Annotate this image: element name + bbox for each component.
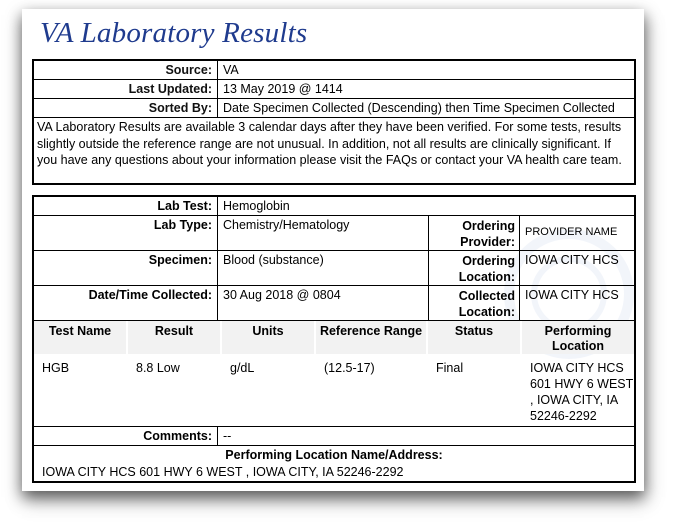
performing-location-header: Performing Location Name/Address:	[225, 448, 443, 462]
specimen-row	[34, 251, 634, 286]
lab-type-row	[34, 216, 634, 251]
ordering-provider-label: Ordering Provider:	[429, 216, 520, 250]
col-performing-location: Performing Location	[522, 321, 634, 354]
source-value: VA	[223, 63, 239, 77]
ordering-location-label: Ordering Location:	[429, 251, 520, 285]
performing-location-address: IOWA CITY HCS 601 HWY 6 WEST , IOWA CITY, IA 52246-2292	[42, 465, 404, 479]
date-collected-label: Date/Time Collected:	[34, 286, 218, 320]
collected-location-label: Collected Location:	[429, 286, 520, 320]
col-status: Status	[428, 321, 522, 354]
date-collected-value: 30 Aug 2018 @ 0804	[218, 286, 429, 320]
last-updated-label: Last Updated:	[34, 80, 218, 98]
col-units: Units	[222, 321, 316, 354]
results-table-header	[34, 321, 634, 354]
col-test-name: Test Name	[34, 321, 128, 354]
sorted-by-row	[34, 99, 634, 118]
sorted-by-label: Sorted By:	[34, 99, 218, 117]
lab-test-row	[34, 197, 634, 216]
cell-units: g/dL	[222, 354, 316, 426]
cell-reference-range: (12.5-17)	[316, 354, 428, 426]
lab-result-box	[32, 195, 636, 483]
lab-type-value: Chemistry/Hematology	[218, 216, 429, 250]
col-reference-range: Reference Range	[316, 321, 428, 354]
collected-location-value: IOWA CITY HCS	[525, 288, 619, 302]
lab-test-value: Hemoglobin	[223, 199, 290, 213]
cell-status: Final	[428, 354, 522, 426]
lab-test-label: Lab Test:	[34, 197, 218, 215]
table-row	[34, 354, 634, 426]
last-updated-row	[34, 80, 634, 99]
comments-label: Comments:	[34, 427, 218, 445]
ordering-provider-value: PROVIDER NAME	[525, 226, 618, 238]
lab-type-label: Lab Type:	[34, 216, 218, 250]
meta-box	[32, 59, 636, 185]
cell-result: 8.8 Low	[128, 354, 222, 426]
collected-row	[34, 286, 634, 321]
comments-value: --	[223, 429, 232, 443]
page-title: VA Laboratory Results	[40, 17, 308, 49]
report-page	[22, 9, 644, 491]
ordering-location-value: IOWA CITY HCS	[525, 253, 619, 267]
source-row	[34, 61, 634, 80]
source-label: Source:	[34, 61, 218, 79]
col-result: Result	[128, 321, 222, 354]
comments-row	[34, 426, 634, 446]
cell-performing-location: IOWA CITY HCS 601 HWY 6 WEST , IOWA CITY, IA 52246-2292	[530, 361, 634, 423]
specimen-label: Specimen:	[34, 251, 218, 285]
results-description: VA Laboratory Results are available 3 calendar days after they have been verified. For some tests, results slightly outside the reference range are not unusual. In addition, not all results are clinically significant. If you have any questions about your information please visit the FAQs or contact your VA health care team.	[37, 120, 622, 167]
sorted-by-value: Date Specimen Collected (Descending) then Time Specimen Collected	[223, 101, 615, 115]
specimen-value: Blood (substance)	[218, 251, 429, 285]
cell-test-name: HGB	[34, 354, 128, 426]
last-updated-value: 13 May 2019 @ 1414	[223, 82, 343, 96]
